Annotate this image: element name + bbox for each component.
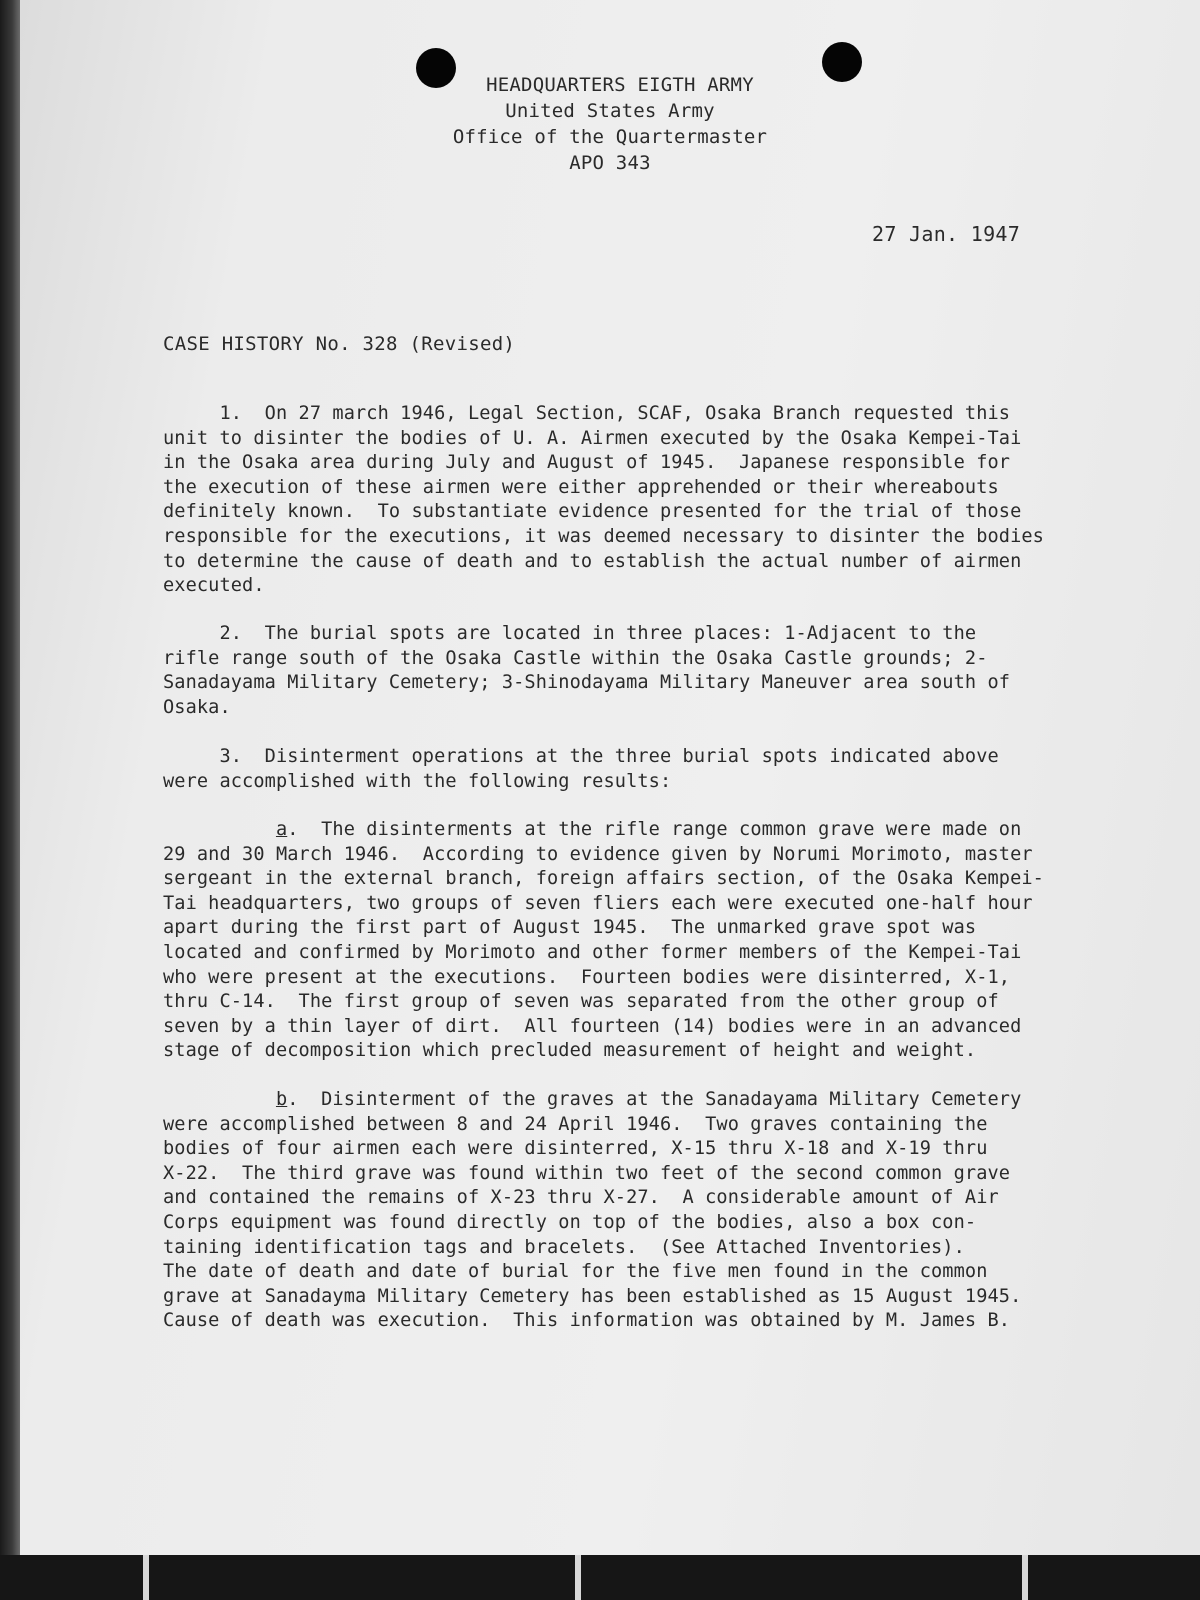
letterhead-line: HEADQUARTERS EIGTH ARMY: [486, 74, 754, 96]
text-line: 1. On 27 march 1946, Legal Section, SCAF, Osaka Branch requested this: [163, 403, 1011, 424]
text-line: unit to disinter the bodies of U. A. Airmen executed by the Osaka Kempei-Tai: [163, 427, 1022, 449]
text-fragment: . Disinterment of the graves at the Sanadayama Military Cemetery: [287, 1089, 1022, 1110]
text-line: 29 and 30 March 1946. According to evidence given by Norumi Morimoto, master: [163, 843, 1033, 865]
subparagraph-b: [163, 1088, 1153, 1334]
text-line: who were present at the executions. Fourteen bodies were disinterred, X-1,: [163, 966, 1011, 988]
text-line: apart during the first part of August 1945. The unmarked grave spot was: [163, 917, 977, 939]
text-line: 2. The burial spots are located in three places: 1-Adjacent to the: [163, 623, 977, 644]
subparagraph-a: [163, 818, 1153, 1064]
text-line: Sanadayama Military Cemetery; 3-Shinodayama Military Maneuver area south of: [163, 672, 1011, 694]
document-date: 27 Jan. 1947: [872, 222, 1021, 246]
text-line: Cause of death was execution. This information was obtained by M. James B.: [163, 1310, 1011, 1332]
text-line: [163, 1088, 1153, 1113]
text-line: Corps equipment was found directly on top of the bodies, also a box con-: [163, 1211, 977, 1233]
bottom-edge-mark: [575, 1555, 581, 1600]
text-line: responsible for the executions, it was deemed necessary to disinter the bodies: [163, 525, 1044, 547]
text-line: Tai headquarters, two groups of seven fliers each were executed one-half hour: [163, 892, 1033, 914]
paragraph-1: [163, 402, 1153, 599]
bottom-dark-edge: [0, 1555, 1200, 1600]
letterhead-line: Office of the Quartermaster: [452, 126, 768, 148]
case-history-title: CASE HISTORY No. 328 (Revised): [163, 333, 516, 355]
letterhead-line: United States Army: [505, 100, 715, 122]
text-line: the execution of these airmen were either apprehended or their whereabouts: [163, 476, 999, 498]
text-line: located and confirmed by Morimoto and other former members of the Kempei-Tai: [163, 941, 1022, 963]
text-line: grave at Sanadayma Military Cemetery has been established as 15 August 1945.: [163, 1285, 1022, 1307]
text-line: sergeant in the external branch, foreign affairs section, of the Osaka Kempei-: [163, 868, 1044, 890]
text-line: rifle range south of the Osaka Castle within the Osaka Castle grounds; 2-: [163, 647, 988, 669]
document-page: [20, 0, 1200, 1555]
text-line: thru C-14. The first group of seven was separated from the other group of: [163, 991, 999, 1013]
text-line: X-22. The third grave was found within two feet of the second common grave: [163, 1162, 1011, 1184]
letterhead-line: APO 343: [569, 152, 651, 174]
paragraph-3: [163, 745, 1153, 794]
subparagraph-marker: a: [275, 819, 288, 840]
text-line: to determine the cause of death and to establish the actual number of airmen: [163, 550, 1022, 572]
text-line: seven by a thin layer of dirt. All fourteen (14) bodies were in an advanced: [163, 1015, 1022, 1037]
left-dark-edge: [0, 0, 20, 1600]
letterhead: [20, 72, 1200, 176]
text-fragment: . The disinterments at the rifle range common grave were made on: [287, 819, 1022, 840]
text-line: [163, 818, 1153, 843]
text-line: and contained the remains of X-23 thru X-27. A considerable amount of Air: [163, 1187, 999, 1209]
text-line: The date of death and date of burial for the five men found in the common: [163, 1261, 988, 1283]
text-line: Osaka.: [163, 696, 231, 718]
text-line: bodies of four airmen each were disinterred, X-15 thru X-18 and X-19 thru: [163, 1138, 988, 1160]
text-line: were accomplished between 8 and 24 April 1946. Two graves containing the: [163, 1113, 988, 1135]
text-line: stage of decomposition which precluded measurement of height and weight.: [163, 1040, 977, 1062]
text-line: definitely known. To substantiate evidence presented for the trial of those: [163, 501, 1022, 523]
text-line: executed.: [163, 575, 265, 597]
text-line: taining identification tags and bracelets. (See Attached Inventories).: [163, 1236, 965, 1258]
bottom-edge-mark: [143, 1555, 149, 1600]
paragraph-2: [163, 622, 1153, 720]
bottom-edge-mark: [1022, 1555, 1028, 1600]
text-line: in the Osaka area during July and August of 1945. Japanese responsible for: [163, 452, 1011, 474]
text-line: 3. Disinterment operations at the three burial spots indicated above: [163, 746, 999, 767]
subparagraph-marker: b: [275, 1089, 288, 1110]
text-line: were accomplished with the following results:: [163, 770, 672, 792]
